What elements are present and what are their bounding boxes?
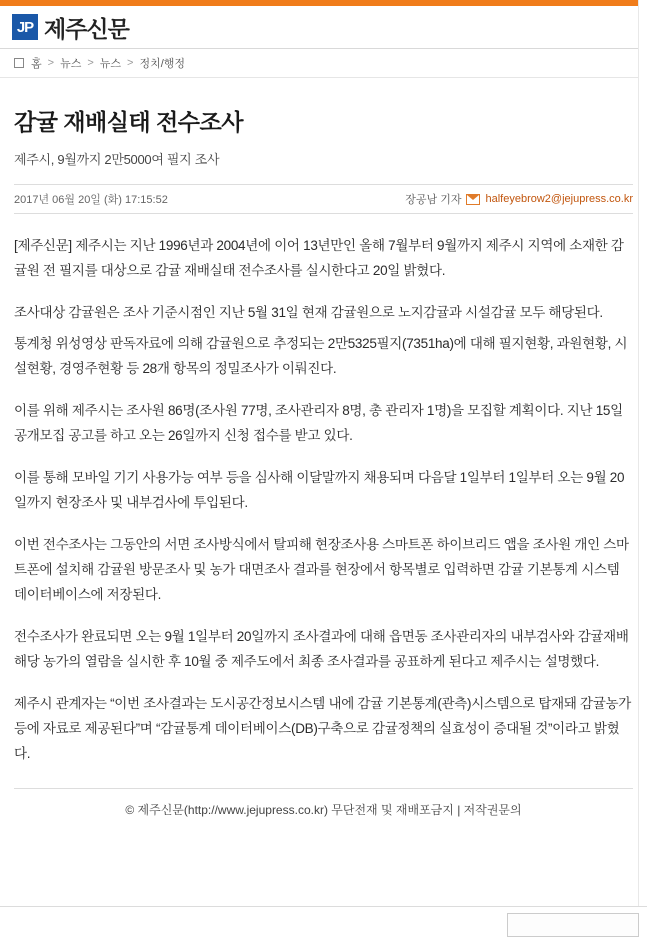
copyright-notice: © 제주신문(http://www.jejupress.co.kr) 무단전재 및 재배포금지 | 저작권문의	[14, 788, 633, 828]
article-paragraph: 통계청 위성영상 판독자료에 의해 감귤원으로 추정되는 2만5325필지(7351ha)에 대해 필지현황, 과원현황, 시설현황, 경영주현황 등 28개 항목의 정밀조사가 이뤄진다.	[14, 335, 628, 376]
article-body	[14, 234, 633, 766]
breadcrumb-separator: >	[47, 57, 55, 69]
article	[0, 104, 647, 828]
article-paragraph: 이를 위해 제주시는 조사원 86명(조사원 77명, 조사관리자 8명, 총 관리자 1명)을 모집할 계획이다. 지난 15일 공개모집 공고를 하고 오는 26일까지 신청 접수를 받고 있다.	[14, 402, 623, 443]
article-paragraph: 조사대상 감귤원은 조사 기준시점인 지난 5월 31일 현재 감귤원으로 노지감귤과 시설감귤 모두 해당된다.	[14, 304, 603, 320]
bottom-input-box[interactable]	[507, 913, 639, 937]
breadcrumb-item-category[interactable]: 정치/행정	[139, 58, 186, 70]
article-paragraph: 이번 전수조사는 그동안의 서면 조사방식에서 탈피해 현장조사용 스마트폰 하이브리드 앱을 조사원 개인 스마트폰에 설치해 감귤원 방문조사 및 농가 대면조사 결과를 현장에서 항목별로 입력하면 감귤 기본통계 시스템 데이터베이스에 저장된다.	[14, 536, 629, 602]
logo-mark-icon: JP	[12, 14, 38, 40]
breadcrumb-item-news[interactable]: 뉴스	[60, 58, 82, 70]
article-title: 감귤 재배실태 전수조사	[14, 109, 243, 135]
article-author-email[interactable]: halfeyebrow2@jejupress.co.kr	[485, 193, 633, 205]
article-subtitle: 제주시, 9월까지 2만5000여 필지 조사	[14, 152, 220, 167]
article-meta	[14, 184, 633, 214]
breadcrumb	[0, 49, 647, 78]
mail-icon[interactable]	[466, 194, 480, 205]
logo-text: 제주신문	[44, 15, 129, 42]
article-paragraph: [제주신문] 제주시는 지난 1996년과 2004년에 이어 13년만인 올해 7월부터 9월까지 제주시 지역에 소재한 감귤원 전 필지를 대상으로 감귤 재배실태 전수조사를 실시한다고 20일 밝혔다.	[14, 238, 624, 278]
article-paragraph: 전수조사가 완료되면 오는 9월 1일부터 20일까지 조사결과에 대해 읍면동 조사관리자의 내부검사와 감귤재배 해당 농가의 열람을 실시한 후 10월 중 제주도에서 최종 조사결과를 공표하게 된다고 제주시는 설명했다.	[14, 628, 629, 669]
breadcrumb-item-home[interactable]: 홈	[31, 58, 42, 70]
article-date: 2017년 06월 20일 (화) 17:15:52	[14, 194, 168, 206]
article-paragraph: 이를 통해 모바일 기기 사용가능 여부 등을 심사해 이달말까지 채용되며 다음달 1일부터 1일부터 오는 9월 20일까지 현장조사 및 내부검사에 투입된다.	[14, 469, 625, 510]
breadcrumb-item-news-2[interactable]: 뉴스	[99, 58, 122, 70]
bottom-strip	[0, 906, 647, 942]
page-right-edge	[638, 0, 647, 942]
breadcrumb-separator: >	[127, 57, 134, 69]
article-byline	[405, 191, 633, 207]
site-logo[interactable]	[12, 11, 129, 44]
article-author: 장공남 기자	[405, 194, 462, 206]
article-paragraph: 제주시 관계자는 “이번 조사결과는 도시공간정보시스템 내에 감귤 기본통계(관측)시스템으로 탑재돼 감귤농가 등에 자료로 제공된다”며 “감귤통계 데이터베이스(DB)구축으로 감귤정책의 실효성이 증대될 것”이라고 밝혔다.	[14, 695, 631, 761]
breadcrumb-separator: >	[87, 57, 94, 69]
site-header	[0, 6, 647, 49]
home-icon	[14, 58, 24, 68]
